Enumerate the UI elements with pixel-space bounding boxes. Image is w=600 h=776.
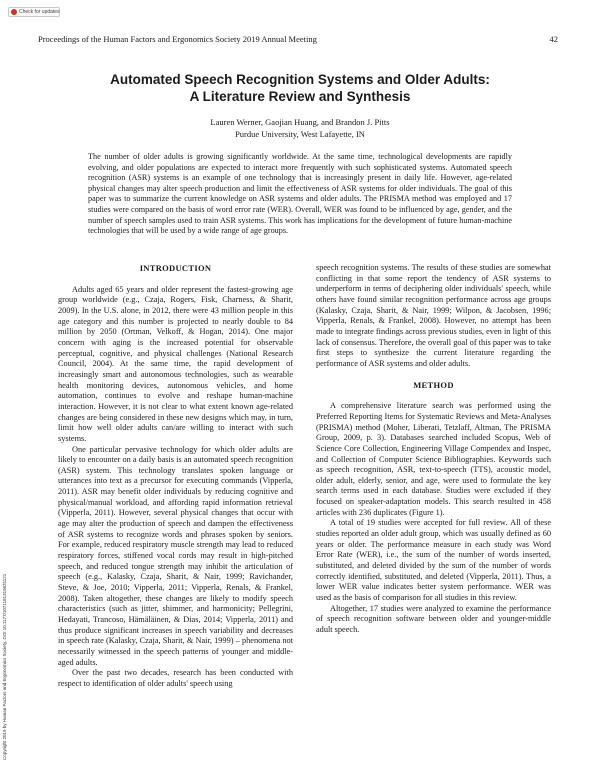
copyright-side-note: Copyright 2019 by Human Factors and Ergonomics Society. DOI 10.1177/1071181319631121: [2, 573, 7, 760]
method-heading: METHOD: [413, 379, 454, 390]
introduction-paragraph-3: Over the past two decades, research has been conducted with respect to identification of older adults' speech using: [58, 668, 293, 688]
author-block: [40, 117, 560, 140]
running-header: [38, 34, 558, 44]
method-paragraph-1: A comprehensive literature search was performed using the Preferred Reporting Items for Systematic Reviews and Meta-Analyses (PRISMA) method (Moher, Liberati, Tetzlaff, Altman, The PRISMA Group, 2009, p. 3). Databases searched included Scopus, Web of Science Core Collection, Engineering Village Compendex and Inspec, and Collection of Computer Science Bibliographies. Keywords such as speech recognition, ASR, text-to-speech (TTS), acoustic model, older adult, elderly, senior, and age, were used to formulate the key search terms used in each database. Studies were excluded if they focused on speaker-adaptation models. This search resulted in 458 articles with 236 duplicates (Figure 1).: [316, 401, 551, 517]
right-column: [316, 263, 551, 636]
method-paragraph-2: A total of 19 studies were accepted for full review. All of these studies reported an older adult group, which was usually defined as 60 years or older. The performance measure in each study was Word Error Rate (WER), i.e., the sum of the number of words inserted, substituted, and deleted divided by the sum of the number of words correctly identified, substituted, and deleted (Vipperla, 2011). Thus, a lower WER value indicates better system performance. WER was used as the basis of comparison for all studies in this review.: [316, 518, 551, 603]
title-line-1: Automated Speech Recognition Systems and Older Adults:: [110, 72, 490, 87]
badge-label: Check for updates: [19, 9, 60, 15]
title-line-2: A Literature Review and Synthesis: [189, 89, 411, 104]
left-column: [58, 263, 293, 690]
abstract: The number of older adults is growing significantly worldwide. At the same time, technological developments are rapidly evolving, and older populations are expected to interact more frequently with such sophisticated systems. Automated speech recognition (ASR) systems is an example of one technology that is increasingly present in daily life. However, age-related physical changes may alter speech production and limit the effectiveness of ASR systems for older individuals. The goal of this paper was to summarize the current knowledge on ASR systems and older adults. The PRISMA method was employed and 17 studies were compared on the basis of word error rate (WER). Overall, WER was found to be influenced by age, gender, and the number of speech samples used to train ASR systems. This work has implications for the development of future human-machine technologies that will be used by a wide range of age groups.: [88, 152, 512, 236]
introduction-paragraph-1: Adults aged 65 years and older represent the fastest-growing age group worldwide (e.g., Czaja, Rogers, Fisk, Charness, & Sharit, 2009). In the U.S. alone, in 2012, there were 43 million people in this age category and this number is projected to nearly double to 84 million by 2050 (Ortman, Velkoff, & Hogan, 2014). One major concern with aging is the increased potential for observable perceptual, cognitive, and physical challenges (National Research Council, 2004). At the same time, the rapid development of increasingly smart and autonomous technologies, such as wearable health monitoring devices, autonomous vehicles, and home automation, continues to evolve and reshape human-machine interaction. However, it is not clear to what extent known age-related changes are being considered in these new designs which may, in turn, limit how well older adults can/are willing to interact with such systems.: [58, 284, 293, 443]
update-check-icon: [11, 9, 17, 15]
introduction-paragraph-2: One particular pervasive technology for which older adults are likely to encounter on a daily basis is an automated speech recognition (ASR) system. This technology translates spoken language or utterances into text as a precursor for executing commands (Vipperla, 2011). ASR may benefit older individuals by reducing cognitive and physical/manual workload, and affording rapid information retrieval (Vipperla, 2011). However, several physical changes that occur with age may alter the production of speech and dampen the effectiveness of ASR systems to recognize words and phrases spoken by seniors. For example, reduced respiratory muscle strength may lead to reduced respiratory forces, stiffened vocal cords may result in high-pitched speech, and reduced tongue strength may inhibit the articulation of speech (e.g., Kalasky, Czaja, Sharit, & Nair, 1999; Ravichander, Steve, & Joe, 2010; Vipperla, 2011; Vipperla, Renals, & Frankel, 2008). Taken altogether, these changes are likely to modify speech characteristics (such as jitter, shimmer, and harmonicity; Pellegrini, Hedayati, Trancoso, Hämäläinen, & Dias, 2014; Vipperla, 2011) and thus produce significant increases in speech variability and decreases in speech rate (Kalasky, Czaja, Sharit, & Nair, 1999) – phenomena not necessarily witnessed in the speech patterns of younger and middle-aged adults.: [58, 444, 293, 667]
author-names: Lauren Werner, Gaojian Huang, and Brandon J. Pitts: [210, 117, 390, 127]
paper-title: [40, 71, 560, 105]
author-affiliation: Purdue University, West Lafayette, IN: [235, 128, 365, 139]
check-for-updates-badge[interactable]: [8, 7, 60, 17]
method-paragraph-3: Altogether, 17 studies were analyzed to examine the performance of speech recognition software between older and younger-middle adult speech.: [316, 603, 551, 634]
page-number: 42: [549, 34, 558, 44]
journal-name: Proceedings of the Human Factors and Ergonomics Society 2019 Annual Meeting: [38, 34, 317, 44]
introduction-heading: INTRODUCTION: [139, 263, 212, 273]
introduction-continuation: speech recognition systems. The results of these studies are somewhat conflicting in that some report the tendency of ASR systems to underperform in terms of deciphering older individuals' speech, while others have found similar recognition performance across age groups (Kalasky, Czaja, Sharit, & Nair, 1999; Wilpon, & Jacobsen, 1996; Vipperla, Renals, & Frankel, 2008). However, no attempt has been made to integrate findings across previous studies, even in light of this lack of consensus. Therefore, the overall goal of this paper was to take first steps to synthesize the current literature regarding the performance of ASR systems and older adults.: [316, 263, 551, 368]
